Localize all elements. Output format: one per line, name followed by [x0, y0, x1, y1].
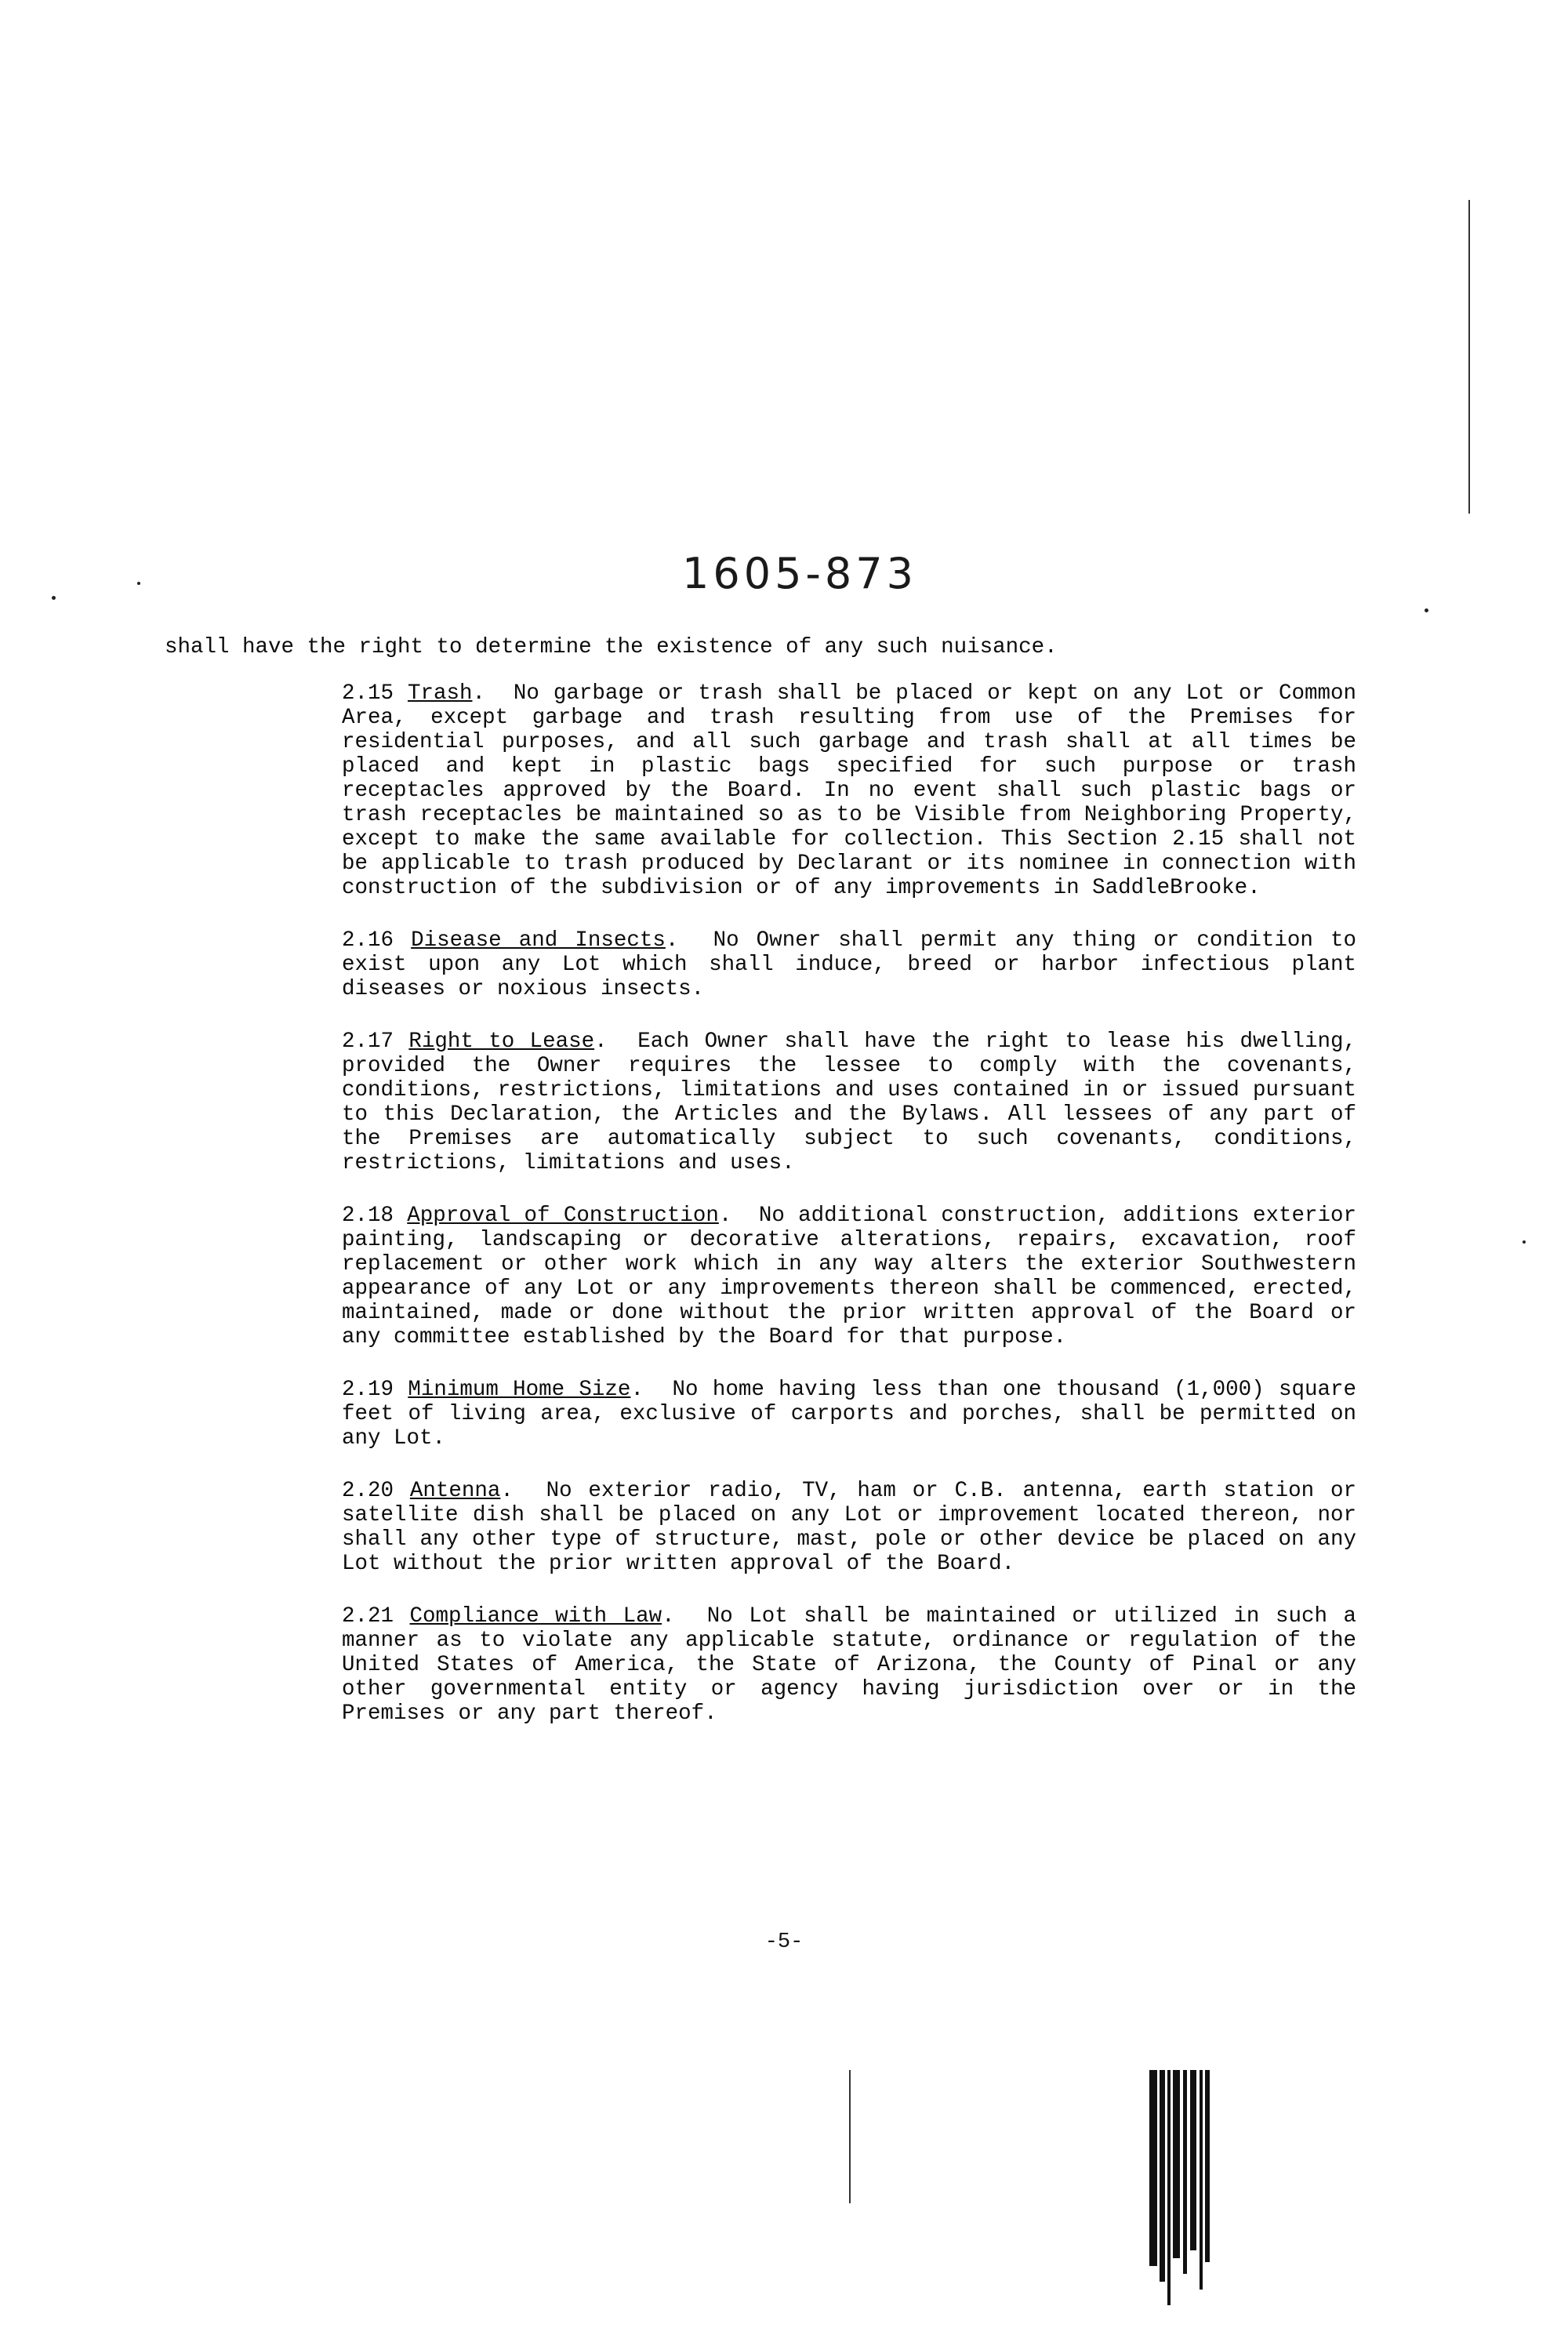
- section-text: No additional construction, additions exterior painting, landscaping or decorative alterations, repairs, excavation, roof replacement or other work which in any way alters the exterior Southwestern appearance of any Lot or any improvements thereon shall be commenced, erected, maintained, made or done without the prior written approval of the Board or any committee established by the Board for that purpose.: [342, 1204, 1356, 1349]
- binding-barcode: [1149, 2070, 1212, 2305]
- section-2-20: 2.20 Antenna. No exterior radio, TV, ham or C.B. antenna, earth station or satellite dish shall be placed on any Lot or improvement located thereon, nor shall any other type of structure, mast, pole or other device be placed on any Lot without the prior written approval of the Board.: [342, 1479, 1356, 1576]
- paragraph-continuation: [165, 635, 1356, 659]
- section-2-17: 2.17 Right to Lease. Each Owner shall have the right to lease his dwelling, provided the Owner requires the lessee to comply with the covenants, conditions, restrictions, limitations and uses contained in or issued pursuant to this Declaration, the Articles and the Bylaws. All lessees of any part of the Premises are automatically subject to such covenants, conditions, restrictions, limitations and uses.: [342, 1030, 1356, 1175]
- scan-artifact-dot: [52, 596, 56, 600]
- section-2-15: 2.15 Trash. No garbage or trash shall be placed or kept on any Lot or Common Area, except garbage and trash resulting from use of the Premises for residential purposes, and all such garbage and trash shall at all times be placed and kept in plastic bags specified for such purpose or trash receptacles approved by the Board. In no event shall such plastic bags or trash receptacles be maintained so as to be Visible from Neighboring Property, except to make the same available for collection. This Section 2.15 shall not be applicable to trash produced by Declarant or its nominee in connection with construction of the subdivision or of any improvements in SaddleBrooke.: [342, 681, 1356, 900]
- section-2-16: 2.16 Disease and Insects. No Owner shall permit any thing or condition to exist upon any Lot which shall induce, breed or harbor infectious plant diseases or noxious insects.: [342, 928, 1356, 1001]
- section-text: No home having less than one thousand (1,000) square feet of living area, exclusive of carports and porches, shall be permitted on any Lot.: [342, 1378, 1356, 1451]
- scan-artifact-line: [849, 2070, 851, 2203]
- section-number: 2.19: [342, 1378, 394, 1402]
- section-text: No Lot shall be maintained or utilized in such a manner as to violate any applicable statute, ordinance or regulation of the United States of America, the State of Arizona, the County of Pinal or any other governmental entity or agency having jurisdiction over or in the Premises or any part thereof.: [342, 1604, 1356, 1726]
- section-2-21: 2.21 Compliance with Law. No Lot shall be maintained or utilized in such a manner as to violate any applicable statute, ordinance or regulation of the United States of America, the State of Arizona, the County of Pinal or any other governmental entity or agency having jurisdiction over or in the Premises or any part thereof.: [342, 1604, 1356, 1726]
- section-heading: Compliance with Law: [409, 1604, 662, 1629]
- section-number: 2.15: [342, 681, 394, 706]
- section-2-18: 2.18 Approval of Construction. No additional construction, additions exterior painting, landscaping or decorative alterations, repairs, excavation, roof replacement or other work which in any way alters the exterior Southwestern appearance of any Lot or any improvements thereon shall be commenced, erected, maintained, made or done without the prior written approval of the Board or any committee established by the Board for that purpose.: [342, 1204, 1356, 1349]
- section-number: 2.21: [342, 1604, 394, 1629]
- scan-artifact-dot: [1425, 608, 1428, 612]
- section-number: 2.20: [342, 1479, 394, 1503]
- section-number: 2.17: [342, 1030, 394, 1054]
- section-number: 2.16: [342, 928, 394, 953]
- document-body: [165, 635, 1356, 1754]
- scan-artifact-dot: [1523, 1240, 1526, 1244]
- section-heading: Right to Lease: [408, 1030, 595, 1054]
- page-number: -5-: [764, 1930, 804, 1954]
- section-2-19: 2.19 Minimum Home Size. No home having less than one thousand (1,000) square feet of living area, exclusive of carports and porches, shall be permitted on any Lot.: [342, 1378, 1356, 1451]
- scan-artifact-line: [1468, 200, 1470, 514]
- section-text: Each Owner shall have the right to lease his dwelling, provided the Owner requires the lessee to comply with the covenants, conditions, restrictions, limitations and uses contained in or issued pursuant to this Declaration, the Articles and the Bylaws. All lessees of any part of the Premises are automatically subject to such covenants, conditions, restrictions, limitations and uses.: [342, 1030, 1356, 1175]
- section-heading: Trash: [407, 681, 473, 706]
- section-text: No Owner shall permit any thing or condition to exist upon any Lot which shall induce, breed or harbor infectious plant diseases or noxious insects.: [342, 928, 1356, 1001]
- section-heading: Antenna: [409, 1479, 501, 1503]
- section-heading: Disease and Insects: [411, 928, 666, 953]
- section-heading: Approval of Construction: [407, 1204, 719, 1228]
- section-number: 2.18: [342, 1204, 394, 1228]
- recording-stamp-number: 1605-873: [682, 549, 917, 598]
- section-text: No garbage or trash shall be placed or kept on any Lot or Common Area, except garbage and trash resulting from use of the Premises for residential purposes, and all such garbage and trash shall at all times be placed and kept in plastic bags specified for such purpose or trash receptacles approved by the Board. In no event shall such plastic bags or trash receptacles be maintained so as to be Visible from Neighboring Property, except to make the same available for collection. This Section 2.15 shall not be applicable to trash produced by Declarant or its nominee in connection with construction of the subdivision or of any improvements in SaddleBrooke.: [342, 681, 1356, 900]
- scan-artifact-dot: [137, 582, 140, 585]
- section-text: No exterior radio, TV, ham or C.B. antenna, earth station or satellite dish shall be placed on any Lot or improvement located thereon, nor shall any other type of structure, mast, pole or other device be placed on any Lot without the prior written approval of the Board.: [342, 1479, 1356, 1576]
- paragraph-text: shall have the right to determine the existence of any such nuisance.: [165, 635, 1058, 659]
- section-heading: Minimum Home Size: [408, 1378, 631, 1402]
